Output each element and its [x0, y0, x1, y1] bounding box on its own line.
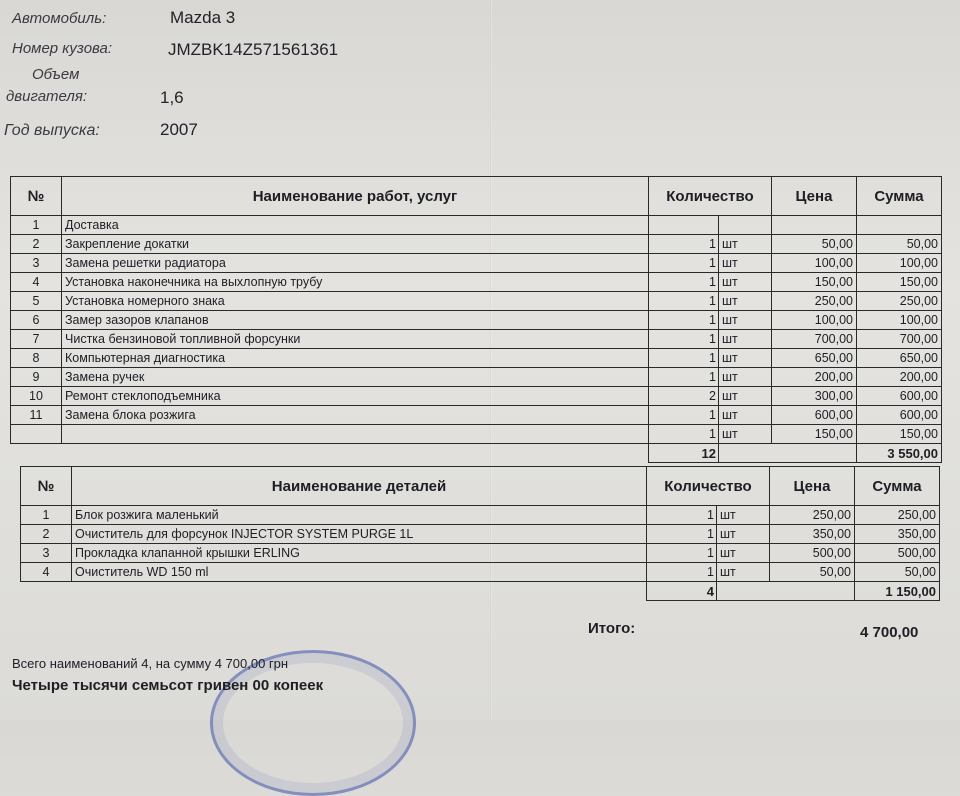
works-cell-name: Доставка: [62, 216, 649, 235]
works-cell-num: 7: [11, 330, 62, 349]
vin-value: JMZBK14Z571561361: [168, 40, 339, 59]
works-cell-name: Установка наконечника на выхлопную трубу: [62, 273, 649, 292]
works-cell-price: 300,00: [772, 387, 857, 406]
parts-cell-num: 1: [21, 506, 72, 525]
works-cell-sum: 150,00: [857, 273, 942, 292]
works-cell-price: 100,00: [772, 311, 857, 330]
works-cell-unit: шт: [719, 254, 772, 273]
engine-label-line1: Объем: [32, 66, 80, 83]
works-cell-sum: [857, 216, 942, 235]
works-extra-cell-name: [62, 425, 649, 444]
works-cell-unit: [719, 216, 772, 235]
car-value: Mazda 3: [170, 8, 236, 27]
works-col-price: Цена: [772, 177, 857, 216]
works-cell-price: 150,00: [772, 273, 857, 292]
works-row: [11, 349, 942, 368]
works-cell-sum: 200,00: [857, 368, 942, 387]
works-cell-qty: 1: [649, 311, 719, 330]
works-cell-name: Установка номерного знака: [62, 292, 649, 311]
parts-total-row: [21, 582, 940, 601]
works-cell-sum: 600,00: [857, 406, 942, 425]
works-row: [11, 406, 942, 425]
works-cell-price: 200,00: [772, 368, 857, 387]
works-cell-num: 3: [11, 254, 62, 273]
parts-cell-sum: 250,00: [855, 506, 940, 525]
parts-cell-price: 50,00: [770, 563, 855, 582]
works-total-sum: 3 550,00: [857, 444, 942, 463]
works-cell-unit: шт: [719, 235, 772, 254]
works-cell-name: Ремонт стеклоподъемника: [62, 387, 649, 406]
parts-table: [20, 466, 940, 601]
works-cell-name: Замер зазоров клапанов: [62, 311, 649, 330]
parts-cell-price: 500,00: [770, 544, 855, 563]
works-cell-price: 700,00: [772, 330, 857, 349]
works-cell-price: [772, 216, 857, 235]
year-value: 2007: [160, 120, 198, 139]
works-cell-name: Замена ручек: [62, 368, 649, 387]
parts-header-row: [21, 467, 940, 506]
works-row: [11, 387, 942, 406]
engine-value: 1,6: [160, 88, 184, 107]
engine-label-line2: двигателя:: [6, 88, 88, 105]
works-cell-num: 9: [11, 368, 62, 387]
works-cell-price: 100,00: [772, 254, 857, 273]
works-cell-num: 10: [11, 387, 62, 406]
grand-total-value: 4 700,00: [860, 624, 919, 641]
parts-cell-unit: шт: [717, 563, 770, 582]
parts-cell-name: Очиститель для форсунок INJECTOR SYSTEM PURGE 1L: [72, 525, 647, 544]
works-cell-qty: 1: [649, 235, 719, 254]
works-cell-qty: 1: [649, 273, 719, 292]
works-cell-qty: 1: [649, 368, 719, 387]
works-cell-unit: шт: [719, 387, 772, 406]
parts-total-qty: 4: [647, 582, 717, 601]
works-cell-unit: шт: [719, 330, 772, 349]
works-row: [11, 216, 942, 235]
works-cell-qty: 1: [649, 292, 719, 311]
parts-cell-unit: шт: [717, 506, 770, 525]
works-cell-qty: 2: [649, 387, 719, 406]
parts-cell-sum: 350,00: [855, 525, 940, 544]
stamp-seal: [210, 650, 416, 796]
parts-cell-price: 350,00: [770, 525, 855, 544]
works-cell-name: Чистка бензиновой топливной форсунки: [62, 330, 649, 349]
works-total-qty: 12: [649, 444, 719, 463]
parts-cell-name: Прокладка клапанной крышки ERLING: [72, 544, 647, 563]
parts-cell-qty: 1: [647, 544, 717, 563]
works-cell-sum: 50,00: [857, 235, 942, 254]
works-row: [11, 311, 942, 330]
works-cell-num: 6: [11, 311, 62, 330]
works-cell-sum: 250,00: [857, 292, 942, 311]
works-cell-unit: шт: [719, 368, 772, 387]
works-cell-qty: 1: [649, 349, 719, 368]
year-label: Год выпуска:: [4, 122, 100, 139]
works-cell-num: 1: [11, 216, 62, 235]
parts-row: [21, 525, 940, 544]
parts-cell-sum: 500,00: [855, 544, 940, 563]
parts-cell-qty: 1: [647, 525, 717, 544]
works-row: [11, 330, 942, 349]
works-extra-cell-sum: 150,00: [857, 425, 942, 444]
works-cell-price: 250,00: [772, 292, 857, 311]
works-cell-sum: 100,00: [857, 311, 942, 330]
works-col-sum: Сумма: [857, 177, 942, 216]
works-cell-name: Замена блока розжига: [62, 406, 649, 425]
parts-cell-price: 250,00: [770, 506, 855, 525]
parts-cell-name: Блок розжига маленький: [72, 506, 647, 525]
works-table: [10, 176, 942, 463]
works-row: [11, 368, 942, 387]
parts-cell-qty: 1: [647, 563, 717, 582]
works-row: [11, 235, 942, 254]
grand-total-label: Итого:: [588, 620, 636, 637]
parts-cell-qty: 1: [647, 506, 717, 525]
parts-row: [21, 544, 940, 563]
works-cell-qty: [649, 216, 719, 235]
works-col-num: №: [11, 177, 62, 216]
works-row: [11, 273, 942, 292]
works-extra-row: [11, 425, 942, 444]
parts-cell-num: 2: [21, 525, 72, 544]
works-cell-price: 650,00: [772, 349, 857, 368]
works-cell-num: 8: [11, 349, 62, 368]
works-cell-sum: 600,00: [857, 387, 942, 406]
footer-summary: Всего наименований 4, на сумму 4 700,00 грн: [12, 656, 289, 671]
parts-cell-unit: шт: [717, 544, 770, 563]
parts-col-price: Цена: [770, 467, 855, 506]
works-cell-num: 2: [11, 235, 62, 254]
works-cell-unit: шт: [719, 292, 772, 311]
footer-amount-words: Четыре тысячи семьсот гривен 00 копеек: [12, 677, 324, 694]
works-row: [11, 254, 942, 273]
parts-cell-num: 3: [21, 544, 72, 563]
works-cell-sum: 700,00: [857, 330, 942, 349]
works-cell-sum: 100,00: [857, 254, 942, 273]
parts-row: [21, 506, 940, 525]
works-cell-price: 50,00: [772, 235, 857, 254]
works-extra-cell-qty: 1: [649, 425, 719, 444]
works-cell-num: 5: [11, 292, 62, 311]
works-cell-unit: шт: [719, 349, 772, 368]
works-cell-unit: шт: [719, 406, 772, 425]
parts-row: [21, 563, 940, 582]
parts-cell-unit: шт: [717, 525, 770, 544]
works-cell-num: 4: [11, 273, 62, 292]
works-header-row: [11, 177, 942, 216]
parts-cell-sum: 50,00: [855, 563, 940, 582]
works-cell-price: 600,00: [772, 406, 857, 425]
car-label: Автомобиль:: [12, 10, 107, 27]
works-cell-name: Замена решетки радиатора: [62, 254, 649, 273]
works-cell-sum: 650,00: [857, 349, 942, 368]
works-cell-unit: шт: [719, 273, 772, 292]
parts-col-name: Наименование деталей: [72, 467, 647, 506]
parts-col-sum: Сумма: [855, 467, 940, 506]
works-extra-cell-price: 150,00: [772, 425, 857, 444]
parts-total-sum: 1 150,00: [855, 582, 940, 601]
parts-col-num: №: [21, 467, 72, 506]
works-extra-cell-num: [11, 425, 62, 444]
parts-cell-name: Очиститель WD 150 ml: [72, 563, 647, 582]
works-cell-qty: 1: [649, 254, 719, 273]
works-cell-qty: 1: [649, 406, 719, 425]
works-total-row: [11, 444, 942, 463]
works-col-name: Наименование работ, услуг: [62, 177, 649, 216]
works-cell-name: Компьютерная диагностика: [62, 349, 649, 368]
works-cell-unit: шт: [719, 311, 772, 330]
parts-cell-num: 4: [21, 563, 72, 582]
parts-col-qty: Количество: [647, 467, 770, 506]
works-row: [11, 292, 942, 311]
vin-label: Номер кузова:: [12, 40, 113, 57]
works-cell-qty: 1: [649, 330, 719, 349]
works-cell-name: Закрепление докатки: [62, 235, 649, 254]
works-extra-cell-unit: шт: [719, 425, 772, 444]
works-col-qty: Количество: [649, 177, 772, 216]
works-cell-num: 11: [11, 406, 62, 425]
